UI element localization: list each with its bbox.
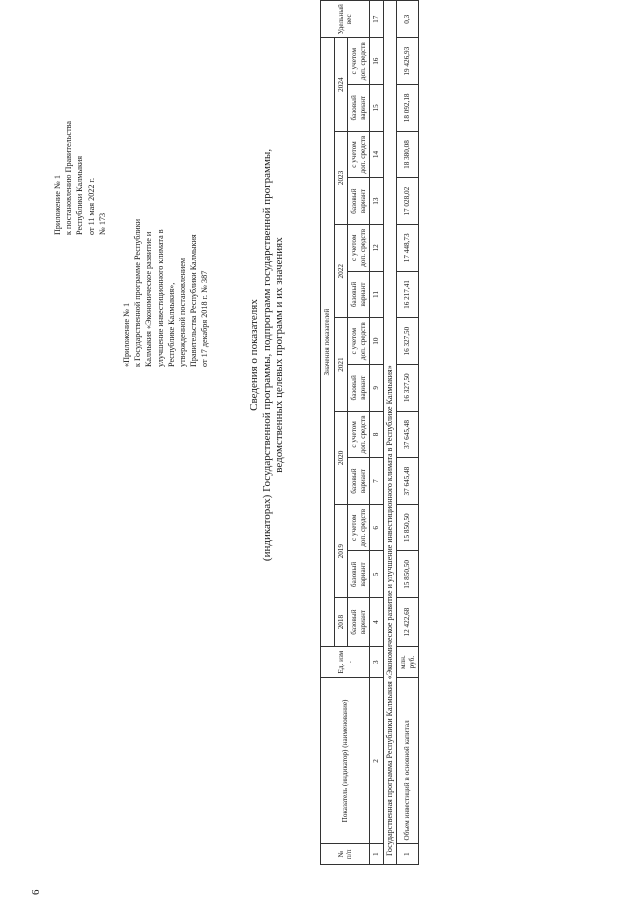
header-no: № п/п bbox=[321, 844, 370, 865]
appendix-line: улучшение инвестиционного климата в bbox=[155, 229, 165, 367]
column-number: 1 bbox=[370, 844, 384, 865]
indicators-table bbox=[320, 0, 419, 865]
table-row bbox=[397, 1, 419, 865]
subheader-extra: с учетом доп. средств bbox=[348, 131, 370, 177]
column-number: 5 bbox=[370, 551, 384, 598]
column-number-row bbox=[370, 1, 384, 865]
column-number: 9 bbox=[370, 364, 384, 411]
header-unit: Ед. изм . bbox=[321, 646, 370, 678]
header-share: Удельный вес bbox=[321, 1, 370, 38]
value-cell: 17 448,73 bbox=[397, 225, 419, 271]
table-header-row bbox=[321, 1, 335, 865]
value-cell: 37 645,48 bbox=[397, 458, 419, 505]
unit-cell: млн. руб. bbox=[397, 646, 419, 678]
value-cell: 16 327,50 bbox=[397, 318, 419, 364]
subheader-base: базовый вариант bbox=[348, 178, 370, 225]
subheader-base: базовый вариант bbox=[348, 458, 370, 505]
appendix-line: от 11 мая 2022 г. bbox=[86, 177, 96, 235]
subheader-extra: с учетом доп. средств bbox=[348, 411, 370, 457]
appendix-line: Приложение № 1 bbox=[53, 175, 62, 235]
appendix-line: Республике Калмыкия», bbox=[166, 282, 176, 367]
header-values: Значения показателей bbox=[321, 38, 335, 646]
year-cell: 2020 bbox=[334, 411, 348, 504]
column-number: 12 bbox=[370, 225, 384, 271]
column-number: 16 bbox=[370, 38, 384, 84]
column-number: 13 bbox=[370, 178, 384, 225]
subheader-base: базовый вариант bbox=[348, 598, 370, 646]
appendix-line: к постановлению Правительства bbox=[64, 120, 74, 235]
document-heading bbox=[248, 105, 286, 605]
subheader-extra: с учетом доп. средств bbox=[348, 225, 370, 271]
column-number: 17 bbox=[370, 1, 384, 38]
appendix-line: Правительства Республики Калмыкия bbox=[189, 234, 199, 367]
appendix-line: Калмыкия «Экономическое развитие и bbox=[144, 231, 154, 367]
column-number: 8 bbox=[370, 411, 384, 457]
column-number: 15 bbox=[370, 84, 384, 131]
subheader-extra: с учетом доп. средств bbox=[348, 38, 370, 84]
section-title: Государственная программа Республики Калмыкия «Экономическое развитие и улучшение инвестиционного климата в Республике Калмыкия» bbox=[383, 1, 397, 865]
column-number: 14 bbox=[370, 131, 384, 177]
indicator-name: Объем инвестиций в основной капитал bbox=[397, 678, 419, 844]
header-indicator: Показатель (индикатор) (наименование) bbox=[321, 678, 370, 844]
appendix-line: к Государственной программе Республики bbox=[133, 218, 143, 367]
column-number: 3 bbox=[370, 646, 384, 678]
appendix-original bbox=[121, 7, 211, 367]
year-cell: 2018 bbox=[334, 598, 348, 646]
year-cell: 2024 bbox=[334, 38, 348, 131]
row-number: 1 bbox=[397, 844, 419, 865]
subheader-extra: с учетом доп. средств bbox=[348, 505, 370, 551]
value-cell: 18 380,08 bbox=[397, 131, 419, 177]
page-number: 6 bbox=[30, 889, 42, 895]
year-cell: 2021 bbox=[334, 318, 348, 411]
appendix-line: Республики Калмыкия bbox=[75, 155, 85, 235]
column-number: 7 bbox=[370, 458, 384, 505]
appendix-note bbox=[52, 121, 108, 235]
year-cell: 2022 bbox=[334, 225, 348, 318]
value-cell: 15 850,50 bbox=[397, 505, 419, 551]
value-cell: 37 645,48 bbox=[397, 411, 419, 457]
column-number: 11 bbox=[370, 271, 384, 318]
subheader-base: базовый вариант bbox=[348, 84, 370, 131]
heading-line: ведомственных целевых программ и их значениях bbox=[273, 237, 285, 473]
subheader-base: базовый вариант bbox=[348, 551, 370, 598]
appendix-line: «Приложение № 1 bbox=[122, 302, 131, 367]
column-number: 2 bbox=[370, 678, 384, 844]
subheader-base: базовый вариант bbox=[348, 364, 370, 411]
heading-line: Сведения о показателях bbox=[248, 299, 260, 411]
value-cell: 17 028,02 bbox=[397, 178, 419, 225]
value-cell: 16 327,50 bbox=[397, 364, 419, 411]
appendix-line: № 173 bbox=[97, 212, 107, 235]
value-cell: 18 092,18 bbox=[397, 84, 419, 131]
share-cell: 0,3 bbox=[397, 1, 419, 38]
column-number: 10 bbox=[370, 318, 384, 364]
appendix-line: утвержденной постановлением bbox=[178, 257, 188, 367]
subheader-extra: с учетом доп. средств bbox=[348, 318, 370, 364]
column-number: 4 bbox=[370, 598, 384, 646]
column-number: 6 bbox=[370, 505, 384, 551]
heading-line: (индикаторах) Государственной программы, подпрограмм государственной программы, bbox=[260, 148, 273, 562]
value-cell: 12 422,68 bbox=[397, 598, 419, 646]
year-cell: 2023 bbox=[334, 131, 348, 224]
appendix-line: от 17 декабря 2018 г. № 387 bbox=[200, 270, 210, 367]
section-row bbox=[383, 1, 397, 865]
year-cell: 2019 bbox=[334, 505, 348, 598]
subheader-base: базовый вариант bbox=[348, 271, 370, 318]
value-cell: 19 426,93 bbox=[397, 38, 419, 84]
value-cell: 15 850,50 bbox=[397, 551, 419, 598]
value-cell: 16 217,41 bbox=[397, 271, 419, 318]
